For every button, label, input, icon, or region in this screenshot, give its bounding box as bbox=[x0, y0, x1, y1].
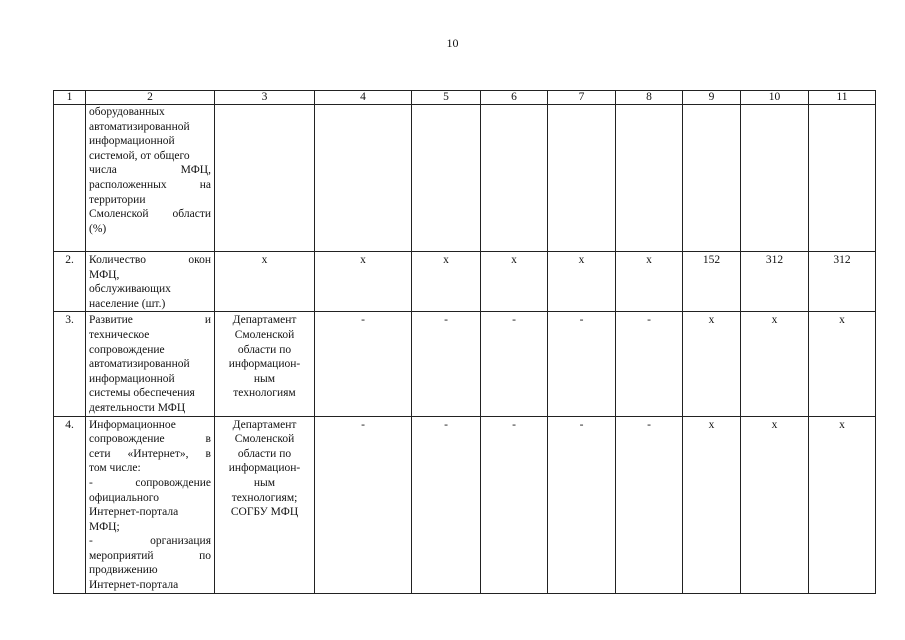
value-cell: х bbox=[809, 416, 876, 593]
executor-line: технологиям bbox=[233, 387, 296, 400]
empty-cell bbox=[412, 105, 481, 252]
empty-cell bbox=[683, 105, 741, 252]
table-row bbox=[54, 416, 876, 593]
value-cell: - bbox=[616, 312, 683, 416]
value-cell: х bbox=[741, 312, 809, 416]
value-cell: х bbox=[683, 312, 741, 416]
indicator-name-line: Информационное bbox=[89, 418, 176, 431]
indicator-name-line: обслуживающих bbox=[89, 283, 171, 296]
indicator-name-line: официального bbox=[89, 491, 159, 504]
column-header: 10 bbox=[741, 91, 809, 105]
value-cell: х bbox=[809, 312, 876, 416]
indicator-name bbox=[86, 312, 215, 416]
row-number: 3. bbox=[54, 312, 86, 416]
column-header: 4 bbox=[315, 91, 412, 105]
indicator-name-line: сети «Интернет», в bbox=[89, 447, 211, 460]
executor-line: х bbox=[261, 254, 268, 266]
indicator-name bbox=[86, 416, 215, 593]
value-cell: - bbox=[315, 312, 412, 416]
indicator-name bbox=[86, 105, 215, 252]
column-header: 1 bbox=[54, 91, 86, 105]
value-cell: х bbox=[616, 252, 683, 312]
indicator-name-line: техническое bbox=[89, 328, 150, 341]
indicator-name-line: сопровождение bbox=[89, 343, 165, 356]
executor-line: технологиям; bbox=[231, 491, 298, 504]
empty-cell bbox=[548, 105, 616, 252]
empty-cell bbox=[215, 105, 315, 252]
empty-cell bbox=[315, 105, 412, 252]
indicator-name-line: Смоленской области bbox=[89, 208, 211, 221]
value-cell: - bbox=[481, 416, 548, 593]
value-cell: - bbox=[548, 416, 616, 593]
indicator-name-line: мероприятий по bbox=[89, 549, 211, 562]
indicator-name-line: информационной bbox=[89, 372, 175, 385]
indicator-name-line: информационной bbox=[89, 135, 175, 148]
indicator-name-line: системы обеспечения bbox=[89, 387, 195, 400]
indicator-name-line: (%) bbox=[89, 222, 107, 235]
column-header: 5 bbox=[412, 91, 481, 105]
value-cell: х bbox=[481, 252, 548, 312]
table-row bbox=[54, 312, 876, 416]
value-cell: - bbox=[412, 312, 481, 416]
empty-cell bbox=[481, 105, 548, 252]
value-cell: - bbox=[481, 312, 548, 416]
indicator-name-line: население (шт.) bbox=[89, 297, 166, 310]
table-row bbox=[54, 252, 876, 312]
value-cell: - bbox=[616, 416, 683, 593]
indicator-name-line: автоматизированной bbox=[89, 358, 190, 371]
indicator-table bbox=[53, 90, 876, 594]
executor-cell bbox=[215, 312, 315, 416]
column-header: 6 bbox=[481, 91, 548, 105]
value-cell: 152 bbox=[683, 252, 741, 312]
column-header: 9 bbox=[683, 91, 741, 105]
value-cell: х bbox=[412, 252, 481, 312]
empty-cell bbox=[741, 105, 809, 252]
executor-line: Смоленской bbox=[234, 433, 295, 446]
page-number: 10 bbox=[446, 36, 459, 50]
executor-line: Департамент bbox=[232, 314, 297, 327]
empty-cell bbox=[616, 105, 683, 252]
executor-line: области по bbox=[237, 343, 292, 356]
indicator-name-line: оборудованных bbox=[89, 106, 165, 118]
indicator-name-line: МФЦ, bbox=[89, 268, 120, 281]
value-cell: х bbox=[683, 416, 741, 593]
value-cell: 312 bbox=[809, 252, 876, 312]
executor-cell bbox=[215, 416, 315, 593]
executor-cell bbox=[215, 252, 315, 312]
value-cell: х bbox=[315, 252, 412, 312]
indicator-name-line: автоматизированной bbox=[89, 120, 190, 133]
indicator-name-line: расположенных на bbox=[89, 178, 211, 191]
indicator-name-line: Количество окон bbox=[89, 254, 211, 266]
column-header: 11 bbox=[809, 91, 876, 105]
row-number bbox=[54, 105, 86, 252]
column-header: 2 bbox=[86, 91, 215, 105]
indicator-name bbox=[86, 252, 215, 312]
indicator-name-line: МФЦ; bbox=[89, 520, 120, 533]
row-number: 2. bbox=[54, 252, 86, 312]
value-cell: - bbox=[412, 416, 481, 593]
column-header: 7 bbox=[548, 91, 616, 105]
indicator-name-line: числа МФЦ, bbox=[89, 164, 211, 177]
value-cell: - bbox=[315, 416, 412, 593]
indicator-name-line: - сопровождение bbox=[89, 476, 211, 489]
header-row bbox=[54, 91, 876, 105]
indicator-name-line: Развитие и bbox=[89, 314, 211, 327]
table-row-continued bbox=[54, 105, 876, 252]
executor-line: информацион- bbox=[228, 358, 301, 371]
executor-line: ным bbox=[253, 476, 276, 489]
executor-line: области по bbox=[237, 447, 292, 460]
indicator-name-line: - организация bbox=[89, 535, 211, 548]
indicator-name-line: Интернет-портала bbox=[89, 506, 179, 519]
value-cell: - bbox=[548, 312, 616, 416]
row-number: 4. bbox=[54, 416, 86, 593]
column-header: 3 bbox=[215, 91, 315, 105]
indicator-name-line: деятельности МФЦ bbox=[89, 401, 186, 414]
indicator-name-line: сопровождение в bbox=[89, 433, 211, 446]
executor-line: Смоленской bbox=[234, 328, 295, 341]
value-cell: х bbox=[548, 252, 616, 312]
indicator-name-line: территории bbox=[89, 193, 146, 206]
value-cell: х bbox=[741, 416, 809, 593]
executor-line: Департамент bbox=[232, 418, 297, 431]
indicator-name-line: Интернет-портала bbox=[89, 579, 179, 592]
column-header: 8 bbox=[616, 91, 683, 105]
executor-line: ным bbox=[253, 372, 276, 385]
executor-line: СОГБУ МФЦ bbox=[230, 506, 299, 519]
value-cell: 312 bbox=[741, 252, 809, 312]
indicator-name-line: продвижению bbox=[89, 564, 158, 577]
empty-cell bbox=[809, 105, 876, 252]
executor-line: информацион- bbox=[228, 462, 301, 475]
indicator-name-line: системой, от общего bbox=[89, 149, 190, 162]
indicator-name-line: том числе: bbox=[89, 462, 141, 475]
